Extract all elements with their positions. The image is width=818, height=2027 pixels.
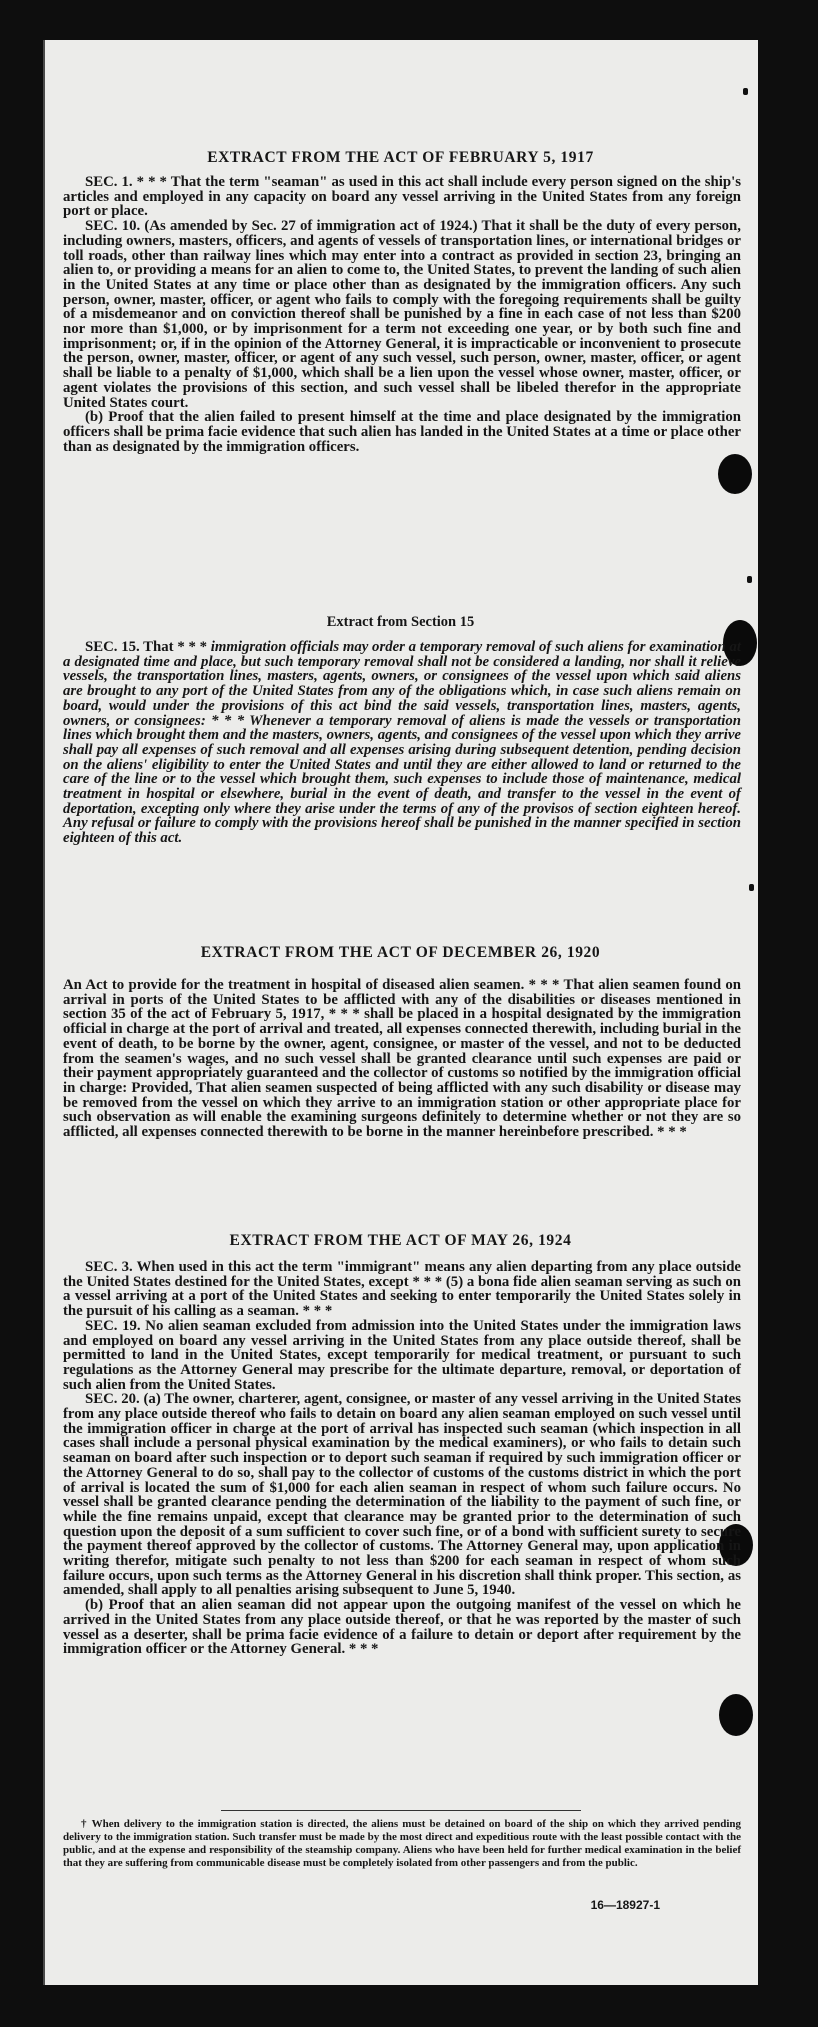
paragraph: (b) Proof that an alien seaman did not appear upon the outgoing manifest of the vessel on which he arrived in the United States from any place outside thereof, or that he was reported by the master of such vessel as a deserter, shall be prima facie evidence of a failure to detain or deport after requirement by the immigration officer or the Attorney General. * * * <box>63 1597 741 1658</box>
section-15-text <box>63 640 741 846</box>
section-15-lead: SEC. 15. That * * * <box>85 639 211 655</box>
punch-hole <box>719 1694 753 1736</box>
paragraph: SEC. 1. * * * That the term "seaman" as used in this act shall include every person signed on the ship's articles and employed in any capacity on board any vessel arriving in the United States from any foreign port or place. <box>63 174 741 220</box>
paragraph: (b) Proof that the alien failed to present himself at the time and place designated by the immigration officers shall be prima facie evidence that such alien has landed in the United States at a time or place other than as designated by the immigration officers. <box>63 409 741 455</box>
scan-speck <box>749 884 754 891</box>
paragraph: SEC. 19. No alien seaman excluded from admission into the United States under the immigration laws and employed on board any vessel arriving in the United States from any place outside thereof, shall be permitted to land in the United States, except temporarily for medical treatment, or pursuant to such regulations as the Attorney General may prescribe for the ultimate departure, removal, or deportation of such alien from the United States. <box>63 1317 741 1393</box>
scan-speck <box>747 576 752 583</box>
footnote-text: † When delivery to the immigration station is directed, the aliens must be detained on board of the ship on which they arrived pending delivery to the immigration station. Such transfer must be made by the most direct and expeditious route with the least possible contact with the public, and at the expense and responsibility of the steamship company. Aliens who have been held for further medical examination in the belief that they are suffering from communicable disease must be completely isolated from other passengers and from the public. <box>63 1818 741 1869</box>
form-number: 16—18927-1 <box>590 1898 660 1912</box>
section-act-1920 <box>63 978 741 1140</box>
punch-hole <box>718 454 752 494</box>
footnote-separator <box>221 1810 581 1811</box>
section-act-1917 <box>63 175 741 454</box>
heading-act-1920: EXTRACT FROM THE ACT OF DECEMBER 26, 1920 <box>200 944 601 961</box>
section-15-body: immigration officials may order a temporary removal of such aliens for examination at a designated time and place, but such temporary removal shall not be considered a landing, nor shall it relieve vessels, the transportation lines, masters, agents, owners, or consignees of the vessel upon which said aliens are brought to any port of the United States from any of the obligations which, in case such aliens remain on board, would under the provisions of this act bind the said vessels, transportation lines, masters, agents, owners, or consignees: * * * Whenever a temporary removal of aliens is made the vessels or transportation lines which brought them and the masters, owners, agents, and consignees of the vessel upon which they arrive shall pay all expenses of such removal and all expenses arising during subsequent detention, pending decision on the aliens' eligibility to enter the United States and until they are either allowed to land or returned to the care of the line or to the vessel which brought them, such expenses to include those of maintenance, medical treatment in hospital or elsewhere, burial in the event of death, and transfer to the vessel in the event of deportation, excepting only where they arise under the terms of any of the provisos of section eighteen hereof. Any refusal or failure to comply with the provisions hereof shall be punished in the manner specified in section eighteen of this act. <box>63 639 741 847</box>
heading-section-15: Extract from Section 15 <box>326 614 475 630</box>
paragraph <box>63 640 741 846</box>
document-page <box>43 40 758 1985</box>
section-act-1924 <box>63 1260 741 1657</box>
heading-act-1917: EXTRACT FROM THE ACT OF FEBRUARY 5, 1917 <box>207 149 594 166</box>
left-edge-rule <box>43 40 45 1985</box>
footnote <box>63 1818 741 1870</box>
paragraph: SEC. 10. (As amended by Sec. 27 of immigration act of 1924.) That it shall be the duty of every person, including owners, masters, officers, and agents of vessels of transportation lines, or international bridges or toll roads, other than railway lines which may enter into a contract as provided in section 23, bringing an alien to, or providing a means for an alien to come to, the United States, to prevent the landing of such alien in the United States at any time or place other than as designated by the immigration officers. Any such person, owner, master, officer, or agent who fails to comply with the foregoing requirements shall be guilty of a misdemeanor and on conviction thereof shall be punished by a fine in each case of not less than $200 nor more than $1,000, or by imprisonment for a term not exceeding one year, or by both such fine and imprisonment; or, if in the opinion of the Attorney General, it is impracticable or inconvenient to prosecute the person, owner, master, officer, or agent of any such vessel, such person, owner, master, officer, or agent shall be liable to a penalty of $1,000, which shall be a lien upon the vessel whose owner, master, officer, or agent violates the provisions of this section, and such vessel shall be libeled therefor in the appropriate United States court. <box>63 218 741 411</box>
paragraph: An Act to provide for the treatment in hospital of diseased alien seamen. * * * That alien seamen found on arrival in ports of the United States to be afflicted with any of the disabilities or diseases mentioned in section 35 of the act of February 5, 1917, * * * shall be placed in a hospital designated by the immigration official in charge at the port of arrival and treated, all expenses connected therewith, including burial in the event of death, to be borne by the owner, agent, consignee, or master of the vessel, and not to be deducted from the seamen's wages, and no such vessel shall be granted clearance until such expenses are paid or their payment appropriately guaranteed and the collector of customs so notified by the immigration official in charge: Provided, That alien seamen suspected of being afflicted with any such disability or disease may be removed from the vessel on which they arrive to an immigration station or other appropriate place for such observation as will enable the examining surgeons definitely to determine whether or not they are so afflicted, all expenses connected therewith to be borne in the manner hereinbefore prescribed. * * * <box>63 977 741 1141</box>
heading-act-1924: EXTRACT FROM THE ACT OF MAY 26, 1924 <box>229 1232 572 1249</box>
scan-speck <box>743 88 748 95</box>
paragraph: SEC. 3. When used in this act the term "immigrant" means any alien departing from any place outside the United States destined for the United States, except * * * (5) a bona fide alien seaman serving as such on a vessel arriving at a port of the United States and seeking to enter temporarily the United States solely in the pursuit of his calling as a seaman. * * * <box>63 1259 741 1320</box>
paragraph: SEC. 20. (a) The owner, charterer, agent, consignee, or master of any vessel arriving in the United States from any place outside thereof who fails to detain on board any alien seaman employed on such vessel until the immigration officer in charge at the port of arrival has inspected such seaman (which inspection in all cases shall include a personal physical examination by the medical examiners), or who fails to detain such seaman on board after such inspection or to deport such seaman if required by such immigration officer or the Attorney General to do so, shall pay to the collector of customs of the customs district in which the port of arrival is located the sum of $1,000 for each alien seaman in respect of whom such failure occurs. No vessel shall be granted clearance pending the determination of the liability to the payment of such fine, or while the fine remains unpaid, except that clearance may be granted prior to the determination of such question upon the deposit of a sum sufficient to cover such fine, or of a bond with sufficient surety to secure the payment thereof approved by the collector of customs. The Attorney General may, upon application in writing therefor, mitigate such penalty to not less than $200 for each seaman in respect of whom such failure occurs, upon such terms as the Attorney General in his discretion shall think proper. This section, as amended, shall apply to all penalties arising subsequent to June 5, 1940. <box>63 1391 741 1599</box>
